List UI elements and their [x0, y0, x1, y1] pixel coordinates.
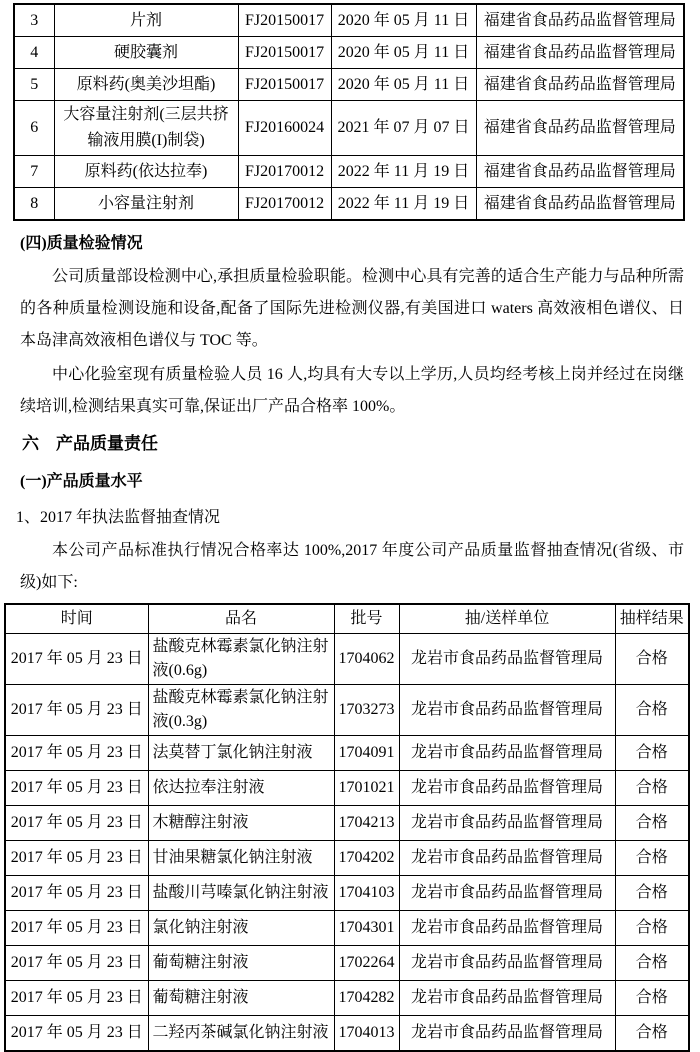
batch-no-cell: 1704013: [334, 1016, 399, 1052]
dosage-form-cell: 原料药(奥美沙坦酯): [54, 69, 238, 101]
approval-table-row: [14, 188, 684, 221]
sampling-table-row: [5, 1016, 689, 1052]
sample-time-cell: 2017 年 05 月 23 日: [5, 634, 148, 685]
row-number-cell: 7: [14, 156, 54, 188]
paragraph-sampling-intro: 本公司产品标准执行情况合格率达 100%,2017 年度公司产品质量监督抽查情况(省级、市级)如下:: [20, 542, 684, 591]
certificate-no-cell: FJ20150017: [238, 4, 331, 37]
row-number-cell: 4: [14, 37, 54, 69]
sample-time-cell: 2017 年 05 月 23 日: [5, 841, 148, 876]
batch-no-cell: 1704213: [334, 806, 399, 841]
sample-time-cell: 2017 年 05 月 23 日: [5, 876, 148, 911]
sampling-org-cell: 龙岩市食品药品监督管理局: [399, 771, 615, 806]
approval-table-row: [14, 4, 684, 37]
batch-no-cell: 1704202: [334, 841, 399, 876]
result-cell: 合格: [615, 1016, 689, 1052]
sampling-table-row: [5, 946, 689, 981]
sampling-org-cell: 龙岩市食品药品监督管理局: [399, 876, 615, 911]
batch-no-cell: 1702264: [334, 946, 399, 981]
sampling-results-table: [4, 603, 690, 1052]
product-name-cell: 依达拉奉注射液: [148, 771, 334, 806]
row-number-cell: 6: [14, 101, 54, 156]
dosage-form-cell: 小容量注射剂: [54, 188, 238, 221]
sampling-table-row: [5, 771, 689, 806]
sample-time-cell: 2017 年 05 月 23 日: [5, 806, 148, 841]
product-name-cell: 葡萄糖注射液: [148, 946, 334, 981]
header-product-name: 品名: [148, 604, 334, 634]
sampling-org-cell: 龙岩市食品药品监督管理局: [399, 946, 615, 981]
sampling-org-cell: 龙岩市食品药品监督管理局: [399, 634, 615, 685]
batch-no-cell: 1704091: [334, 736, 399, 771]
paragraph-inspection-2: 中心化验室现有质量检验人员 16 人,均具有大专以上学历,人员均经考核上岗并经过在岗继续培训,检测结果真实可靠,保证出厂产品合格率 100%。: [20, 366, 684, 415]
sample-time-cell: 2017 年 05 月 23 日: [5, 685, 148, 736]
dosage-form-cell: 硬胶囊剂: [54, 37, 238, 69]
authority-cell: 福建省食品药品监督管理局: [476, 101, 684, 156]
dosage-form-approval-table: [13, 3, 685, 221]
batch-no-cell: 1701021: [334, 771, 399, 806]
valid-date-cell: 2022 年 11 月 19 日: [331, 188, 476, 221]
document-page: [0, 3, 700, 1041]
result-cell: 合格: [615, 841, 689, 876]
result-cell: 合格: [615, 911, 689, 946]
header-batch-no: 批号: [334, 604, 399, 634]
sampling-org-cell: 龙岩市食品药品监督管理局: [399, 685, 615, 736]
result-cell: 合格: [615, 876, 689, 911]
sample-time-cell: 2017 年 05 月 23 日: [5, 771, 148, 806]
certificate-no-cell: FJ20160024: [238, 101, 331, 156]
product-name-cell: 法莫替丁氯化钠注射液: [148, 736, 334, 771]
product-name-cell: 盐酸克林霉素氯化钠注射液(0.3g): [148, 685, 334, 736]
batch-no-cell: 1704062: [334, 634, 399, 685]
sampling-table-row: [5, 736, 689, 771]
product-name-cell: 盐酸克林霉素氯化钠注射液(0.6g): [148, 634, 334, 685]
product-name-cell: 葡萄糖注射液: [148, 981, 334, 1016]
result-cell: 合格: [615, 685, 689, 736]
row-number-cell: 8: [14, 188, 54, 221]
result-cell: 合格: [615, 946, 689, 981]
product-name-cell: 盐酸川芎嗪氯化钠注射液: [148, 876, 334, 911]
sample-time-cell: 2017 年 05 月 23 日: [5, 736, 148, 771]
batch-no-cell: 1703273: [334, 685, 399, 736]
authority-cell: 福建省食品药品监督管理局: [476, 188, 684, 221]
row-number-cell: 3: [14, 4, 54, 37]
result-cell: 合格: [615, 806, 689, 841]
sampling-table-row: [5, 806, 689, 841]
authority-cell: 福建省食品药品监督管理局: [476, 4, 684, 37]
approval-table-row: [14, 156, 684, 188]
product-name-cell: 氯化钠注射液: [148, 911, 334, 946]
sampling-org-cell: 龙岩市食品药品监督管理局: [399, 841, 615, 876]
product-name-cell: 二羟丙茶碱氯化钠注射液: [148, 1016, 334, 1052]
approval-table-row: [14, 69, 684, 101]
section-heading-product-responsibility: 六 产品质量责任: [22, 434, 158, 453]
sampling-table-row: [5, 911, 689, 946]
header-time: 时间: [5, 604, 148, 634]
batch-no-cell: 1704282: [334, 981, 399, 1016]
valid-date-cell: 2020 年 05 月 11 日: [331, 69, 476, 101]
product-name-cell: 木糖醇注射液: [148, 806, 334, 841]
sampling-table-header-row: [5, 604, 689, 634]
certificate-no-cell: FJ20150017: [238, 69, 331, 101]
sample-time-cell: 2017 年 05 月 23 日: [5, 911, 148, 946]
sampling-table-row: [5, 634, 689, 685]
dosage-form-cell: 片剂: [54, 4, 238, 37]
sampling-org-cell: 龙岩市食品药品监督管理局: [399, 806, 615, 841]
row-number-cell: 5: [14, 69, 54, 101]
sampling-org-cell: 龙岩市食品药品监督管理局: [399, 1016, 615, 1052]
result-cell: 合格: [615, 771, 689, 806]
batch-no-cell: 1704103: [334, 876, 399, 911]
approval-table-row: [14, 37, 684, 69]
valid-date-cell: 2020 年 05 月 11 日: [331, 37, 476, 69]
valid-date-cell: 2022 年 11 月 19 日: [331, 156, 476, 188]
certificate-no-cell: FJ20170012: [238, 156, 331, 188]
authority-cell: 福建省食品药品监督管理局: [476, 37, 684, 69]
sampling-org-cell: 龙岩市食品药品监督管理局: [399, 736, 615, 771]
sampling-org-cell: 龙岩市食品药品监督管理局: [399, 981, 615, 1016]
approval-table-row: [14, 101, 684, 156]
authority-cell: 福建省食品药品监督管理局: [476, 156, 684, 188]
certificate-no-cell: FJ20170012: [238, 188, 331, 221]
header-result: 抽样结果: [615, 604, 689, 634]
sampling-table-row: [5, 876, 689, 911]
sampling-table-row: [5, 981, 689, 1016]
result-cell: 合格: [615, 981, 689, 1016]
result-cell: 合格: [615, 736, 689, 771]
dosage-form-cell: 原料药(依达拉奉): [54, 156, 238, 188]
valid-date-cell: 2021 年 07 月 07 日: [331, 101, 476, 156]
section-heading-quality-inspection: (四)质量检验情况: [20, 235, 143, 252]
sample-time-cell: 2017 年 05 月 23 日: [5, 981, 148, 1016]
dosage-form-cell: 大容量注射剂(三层共挤输液用膜(I)制袋): [54, 101, 238, 156]
header-sampling-org: 抽/送样单位: [399, 604, 615, 634]
sampling-table-row: [5, 685, 689, 736]
valid-date-cell: 2020 年 05 月 11 日: [331, 4, 476, 37]
certificate-no-cell: FJ20150017: [238, 37, 331, 69]
sample-time-cell: 2017 年 05 月 23 日: [5, 1016, 148, 1052]
sample-time-cell: 2017 年 05 月 23 日: [5, 946, 148, 981]
item-heading-2017-sampling: 1、2017 年执法监督抽查情况: [16, 509, 221, 526]
paragraph-inspection-1: 公司质量部设检测中心,承担质量检验职能。检测中心具有完善的适合生产能力与品种所需的各种质量检测设施和设备,配备了国际先进检测仪器,有美国进口 waters 高效液相色谱仪、日本岛津高效液相色谱仪与 TOC 等。: [20, 268, 684, 349]
sampling-org-cell: 龙岩市食品药品监督管理局: [399, 911, 615, 946]
authority-cell: 福建省食品药品监督管理局: [476, 69, 684, 101]
batch-no-cell: 1704301: [334, 911, 399, 946]
section-heading-quality-level: (一)产品质量水平: [20, 473, 143, 490]
result-cell: 合格: [615, 634, 689, 685]
sampling-table-row: [5, 841, 689, 876]
product-name-cell: 甘油果糖氯化钠注射液: [148, 841, 334, 876]
